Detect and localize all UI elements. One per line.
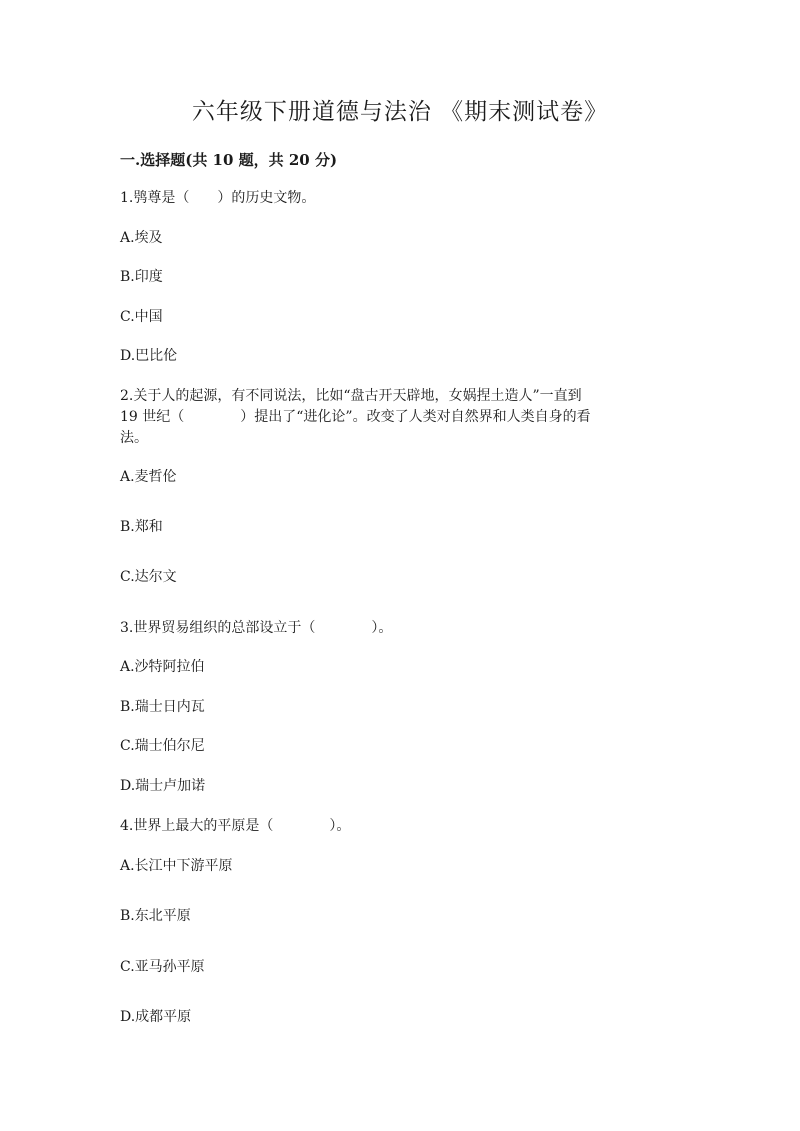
- question-text: 19 世纪（ ）提出了“进化论”。改变了人类对自然界和人类自身的看: [120, 409, 591, 425]
- option-b: B.印度: [120, 269, 163, 285]
- question-text: 4.世界上最大的平原是（ ）。: [120, 818, 351, 834]
- question-text: 法。: [120, 430, 148, 446]
- page-title: 六年级下册道德与法治 《期末测试卷》: [191, 99, 609, 125]
- option-a: A.麦哲伦: [120, 469, 177, 485]
- option-b: B.东北平原: [120, 908, 191, 924]
- option-c: C.瑞士伯尔尼: [120, 738, 205, 754]
- option-b: B.郑和: [120, 519, 163, 535]
- option-d: D.瑞士卢加诺: [120, 778, 206, 794]
- question-text: 2.关于人的起源，有不同说法，比如“盘古开天辟地，女娲捏土造人”一直到: [120, 388, 582, 404]
- option-a: A.长江中下游平原: [120, 858, 233, 874]
- question-text: 3.世界贸易组织的总部设立于（ ）。: [120, 620, 393, 636]
- option-a: A.埃及: [120, 230, 163, 246]
- option-d: D.巴比伦: [120, 348, 178, 364]
- option-c: C.中国: [120, 309, 163, 325]
- section-heading: 一.选择题(共 10 题，共 20 分): [120, 151, 338, 169]
- option-b: B.瑞士日内瓦: [120, 699, 205, 715]
- option-d: D.成都平原: [120, 1009, 192, 1025]
- option-c: C.亚马孙平原: [120, 959, 205, 975]
- option-c: C.达尔文: [120, 569, 177, 585]
- question-text: 1.鸮尊是（ ）的历史文物。: [120, 190, 316, 206]
- option-a: A.沙特阿拉伯: [120, 659, 205, 675]
